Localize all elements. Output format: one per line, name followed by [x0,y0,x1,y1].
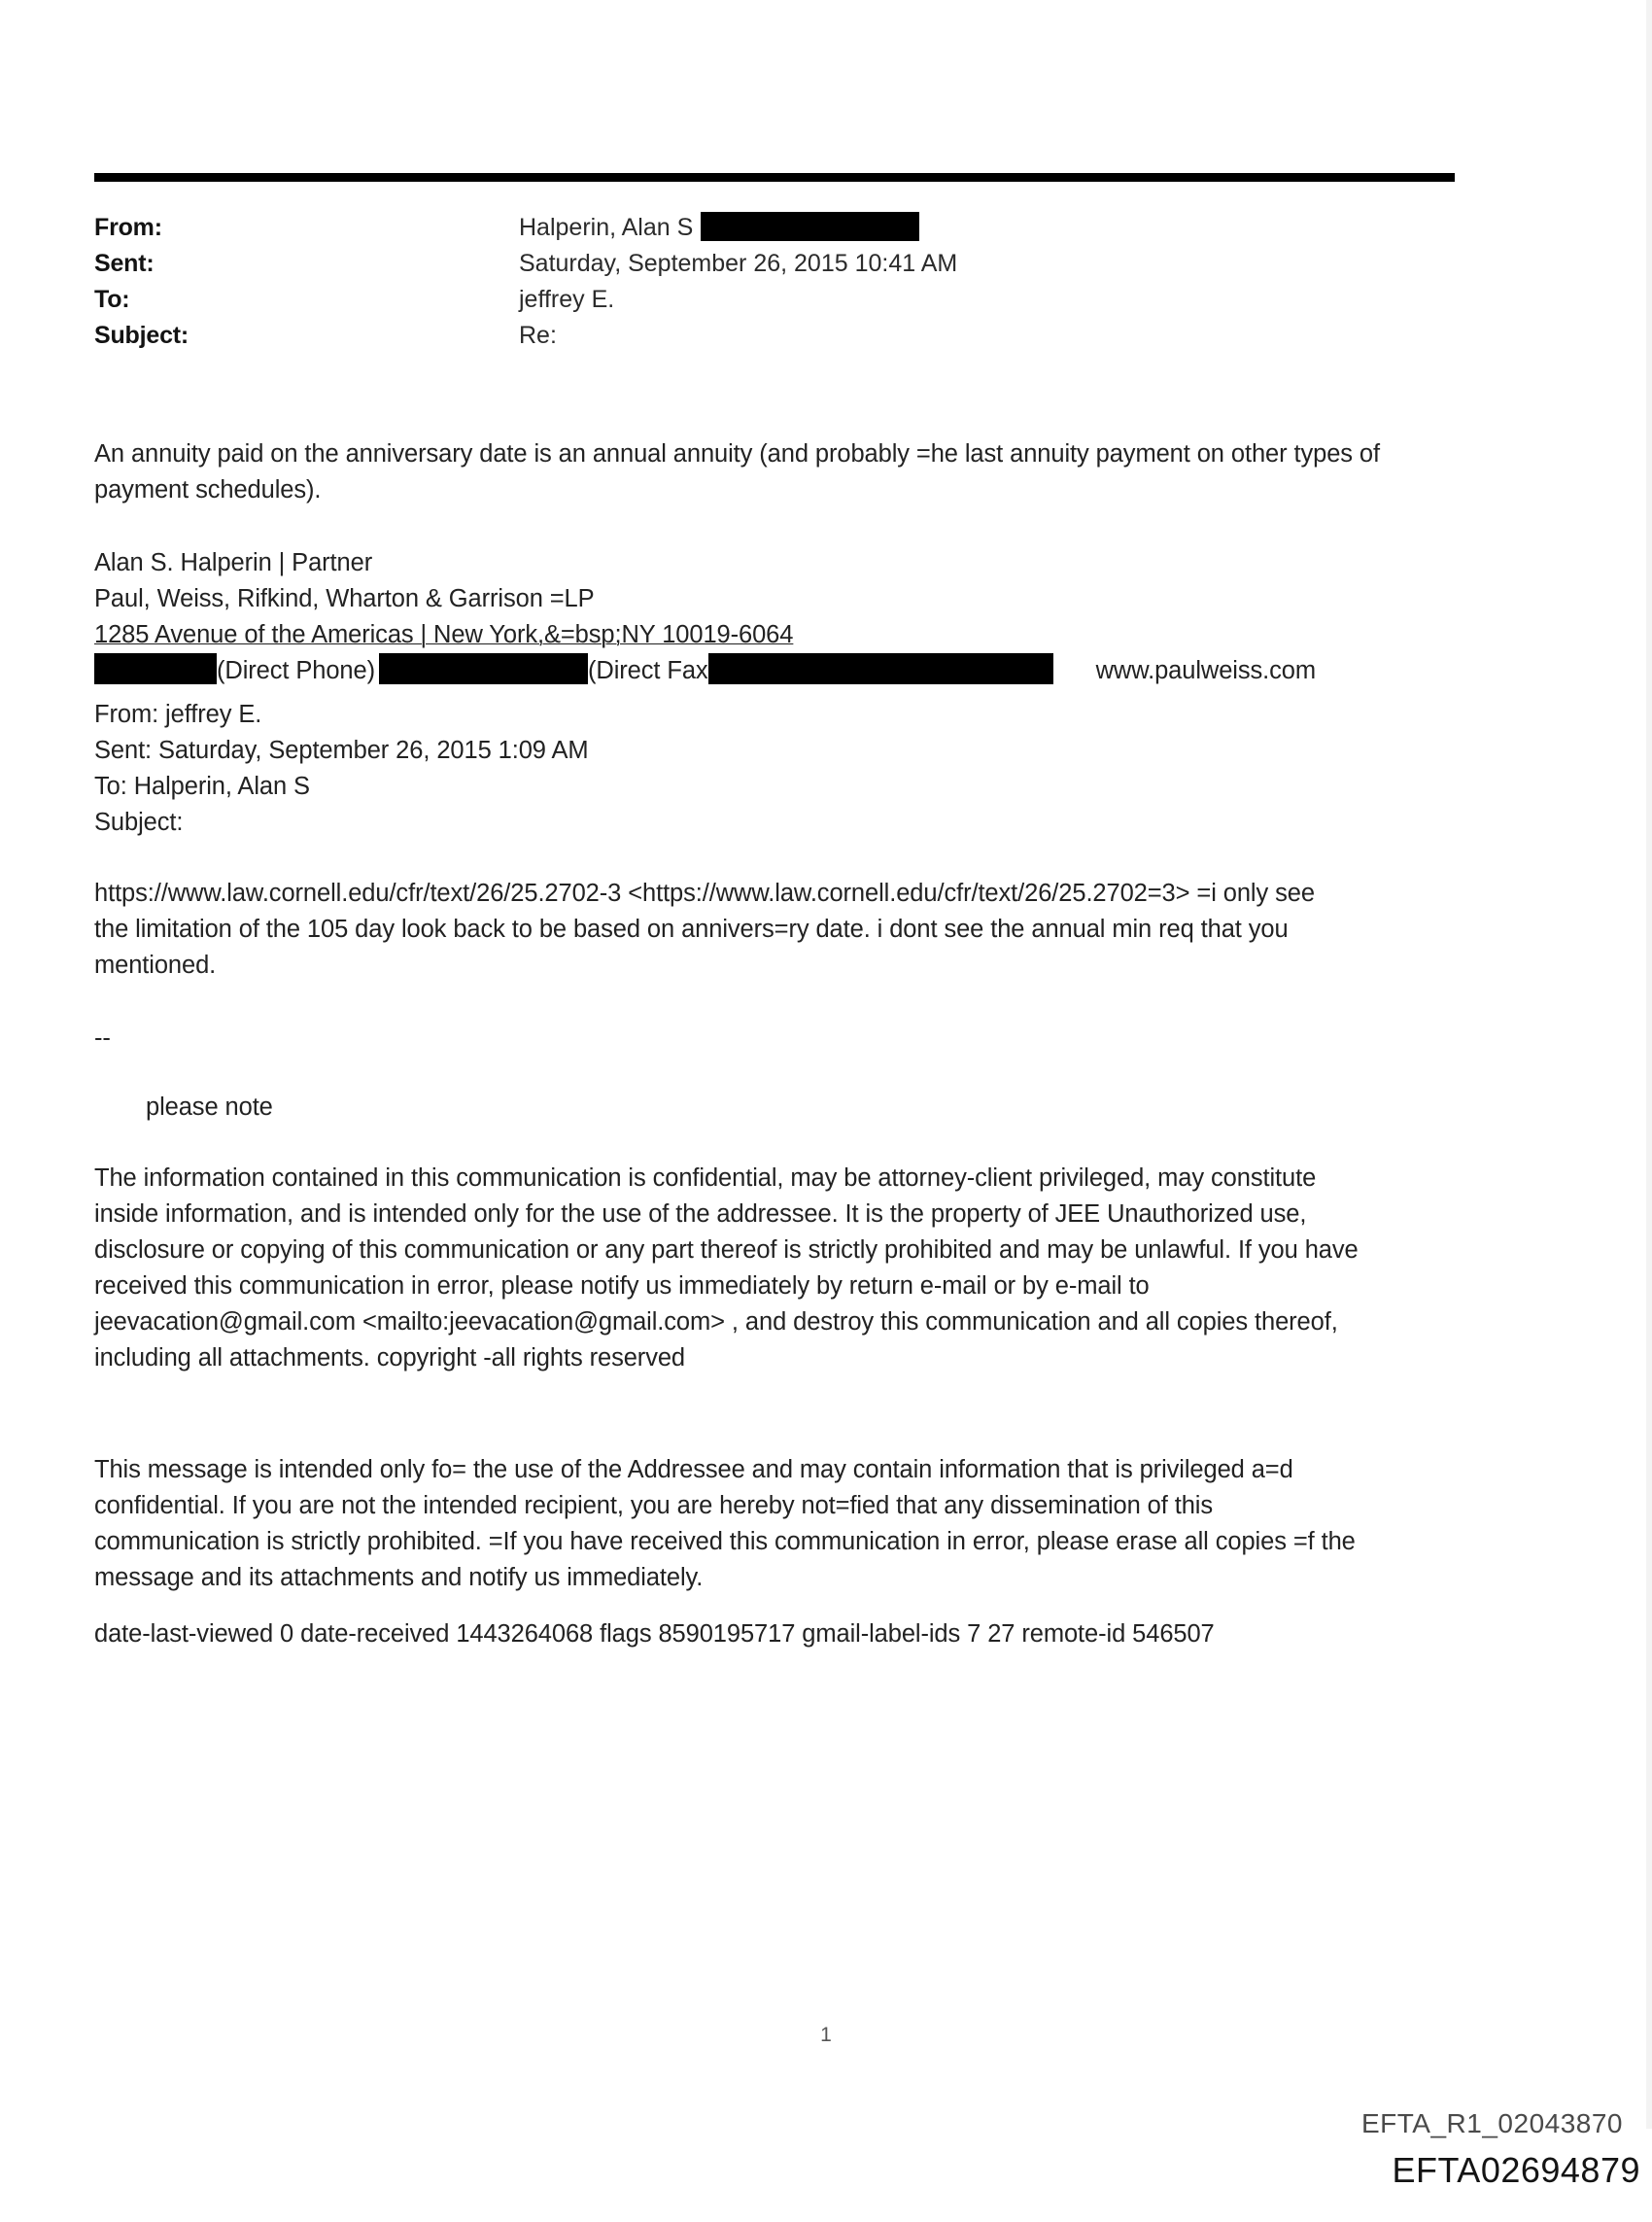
quoted-header-from: From: jeffrey E. [94,701,262,728]
page-edge-shadow [1646,0,1652,2129]
disclaimer2-line-3: communication is strictly prohibited. =If you have received this communication in error, please erase all copies =f the [94,1528,1356,1555]
disclaimer1-line-4: received this communication in error, please notify us immediately by return e-mail or by e-mail to [94,1272,1150,1300]
email-metadata-line: date-last-viewed 0 date-received 1443264068 flags 8590195717 gmail-label-ids 7 27 remote-id 546507 [94,1620,1215,1648]
header-row-to [94,282,1358,318]
signature-separator: -- [94,1024,111,1052]
signature-firm: Paul, Weiss, Rifkind, Wharton & Garrison =LP [94,585,595,612]
signature-contact-line [94,653,1552,689]
header-value-to: jeffrey E. [519,286,615,313]
header-value-from-text: Halperin, Alan S [519,214,694,241]
message-paragraph [94,436,1552,508]
redaction-bar-from-email [701,212,919,241]
quoted-header-subject: Subject: [94,809,184,836]
quoted-body-line-3: mentioned. [94,952,217,979]
direct-phone-label: (Direct Phone) [217,657,375,684]
bates-number-production: EFTA_R1_02043870 [1361,2108,1623,2138]
signature-block [94,545,1552,689]
quoted-body-line-2: the limitation of the 105 day look back to be based on annivers=ry date. i dont see the annual min req that you [94,916,1289,943]
header-label-subject: Subject: [94,322,189,349]
header-row-sent [94,246,1358,282]
page-number: 1 [820,2024,832,2046]
quoted-header-to: To: Halperin, Alan S [94,773,310,800]
message-line-2: payment schedules). [94,476,322,503]
disclaimer1-line-1: The information contained in this communication is confidential, may be attorney-client privileged, may constitute [94,1164,1317,1192]
confidentiality-disclaimer-2 [94,1452,1552,1596]
quoted-header-sent: Sent: Saturday, September 26, 2015 1:09 AM [94,737,589,764]
signature-website[interactable]: www.paulweiss.com [1095,657,1317,684]
disclaimer1-line-5: jeevacation@gmail.com <mailto:jeevacation@gmail.com> , and destroy this communication and all copies thereof, [94,1308,1338,1336]
signature-name-title: Alan S. Halperin | Partner [94,549,373,576]
header-label-from: From: [94,214,162,241]
disclaimer2-line-2: confidential. If you are not the intended recipient, you are hereby not=fied that any dissemination of this [94,1492,1213,1519]
header-rule [94,173,1455,182]
disclaimer2-line-1: This message is intended only fo= the use of the Addressee and may contain information that is privileged a=d [94,1456,1293,1483]
bates-number-stamp: EFTA02694879 [1392,2150,1640,2190]
please-note-text: please note [146,1094,273,1121]
signature-address: 1285 Avenue of the Americas | New York,&=bsp;NY 10019-6064 [94,621,794,648]
message-line-1: An annuity paid on the anniversary date is an annual annuity (and probably =he last annuity payment on other types of [94,440,1380,468]
quoted-body-line-1: https://www.law.cornell.edu/cfr/text/26/25.2702-3 <https://www.law.cornell.edu/cfr/text/26/25.2702=3> =i only see [94,880,1315,907]
confidentiality-disclaimer-1 [94,1161,1552,1376]
quoted-message-body [94,876,1552,984]
header-label-sent: Sent: [94,250,155,277]
redaction-bar-direct-phone [94,653,217,684]
header-value-from [519,210,919,246]
redaction-bar-extra [708,653,1053,684]
header-row-subject [94,318,1358,354]
header-value-subject: Re: [519,322,557,349]
disclaimer1-line-6: including all attachments. copyright -all rights reserved [94,1344,686,1371]
disclaimer1-line-2: inside information, and is intended only for the use of the addressee. It is the property of JEE Unauthorized use, [94,1200,1307,1228]
disclaimer1-line-3: disclosure or copying of this communication or any part thereof is strictly prohibited and may be unlawful. If you have [94,1236,1359,1264]
redaction-bar-fax-number [379,653,588,684]
header-value-sent: Saturday, September 26, 2015 10:41 AM [519,250,958,277]
header-label-to: To: [94,286,130,313]
disclaimer2-line-4: message and its attachments and notify us immediately. [94,1564,704,1591]
direct-fax-label: (Direct Fax [588,657,708,684]
quoted-email-headers [94,697,1552,841]
header-row-from [94,210,1358,246]
email-header-block [94,210,1358,354]
